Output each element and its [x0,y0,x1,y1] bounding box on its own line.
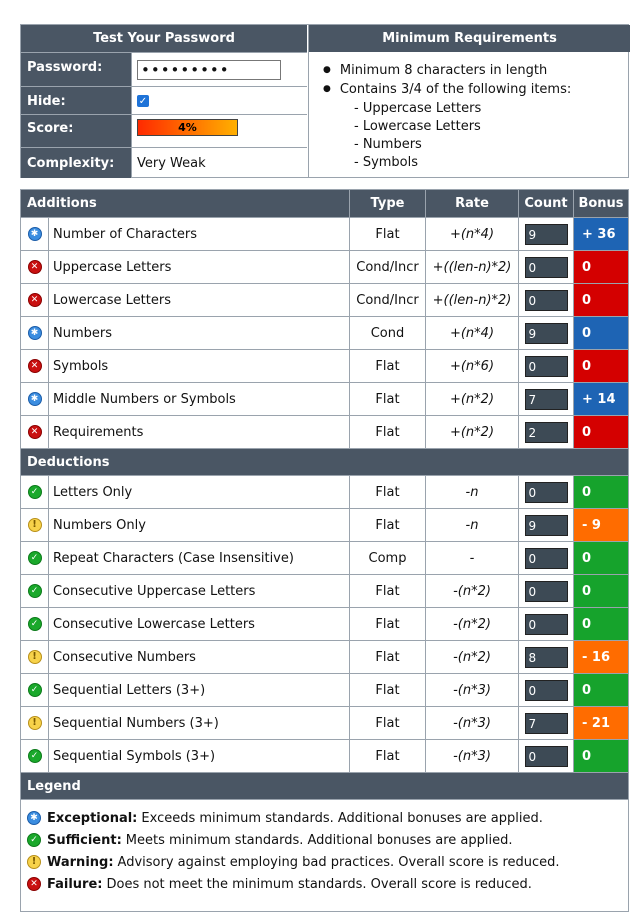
criterion-name: Sequential Symbols (3+) [49,740,350,772]
table-row [21,382,628,415]
bonus-value: + 36 [574,218,628,250]
complexity-value: Very Weak [131,148,307,178]
criterion-name: Numbers Only [49,509,350,541]
criterion-type: Flat [350,641,426,673]
count-field[interactable]: 0 [525,290,568,311]
bonus-value: 0 [574,476,628,508]
deductions-heading: Deductions [21,449,628,475]
legend-item [27,807,622,829]
count-field[interactable]: 9 [525,515,568,536]
bonus-value: - 16 [574,641,628,673]
warning-exclamation-icon: ! [28,650,42,664]
table-row [21,415,628,448]
table-row [21,316,628,349]
count-field[interactable]: 2 [525,422,568,443]
criterion-type: Flat [350,575,426,607]
criterion-rate: +(n*6) [426,350,519,382]
count-field[interactable]: 0 [525,581,568,602]
criterion-rate: +(n*4) [426,317,519,349]
password-row [21,52,307,87]
password-label: Password: [21,53,131,87]
failure-x-icon: ✕ [28,425,42,439]
hide-checkbox[interactable]: ✓ [138,95,148,107]
count-field[interactable]: 9 [525,323,568,344]
bonus-value: 0 [574,416,628,448]
failure-x-icon: ✕ [28,359,42,373]
bonus-value: 0 [574,674,628,706]
type-heading: Type [350,190,426,217]
legend-label: Failure: [47,876,103,892]
criterion-rate: -(n*2) [426,608,519,640]
warning-exclamation-icon: ! [27,855,41,869]
count-field[interactable]: 0 [525,680,568,701]
bonus-value: 0 [574,608,628,640]
hide-label: Hide: [21,87,131,115]
criterion-name: Consecutive Numbers [49,641,350,673]
requirement-item: - Numbers [354,137,422,152]
count-field[interactable]: 9 [525,224,568,245]
criterion-rate: -n [426,509,519,541]
criterion-rate: -n [426,476,519,508]
criterion-name: Middle Numbers or Symbols [49,383,350,415]
criterion-rate: +((len-n)*2) [426,251,519,283]
requirement-item: ● Contains 3/4 of the following items: [341,81,630,100]
legend-label: Sufficient: [47,832,122,848]
criterion-type: Flat [350,608,426,640]
requirement-item: - Lowercase Letters [354,119,481,134]
criterion-name: Sequential Letters (3+) [49,674,350,706]
count-field[interactable]: 0 [525,356,568,377]
legend-text: Meets minimum standards. Additional bonuses are applied. [125,832,513,848]
requirement-item: - Uppercase Letters [354,101,482,116]
min-requirements-header: Minimum Requirements [308,25,630,52]
bonus-value: - 9 [574,509,628,541]
complexity-row [21,147,307,178]
criterion-name: Repeat Characters (Case Insensitive) [49,542,350,574]
criterion-name: Consecutive Lowercase Letters [49,608,350,640]
exceptional-star-icon: ✱ [28,392,42,406]
requirement-item: - Symbols [354,155,419,170]
requirement-item: ● Minimum 8 characters in length [341,62,630,81]
bonus-value: 0 [574,350,628,382]
table-row [21,706,628,739]
count-field[interactable]: 0 [525,257,568,278]
bonus-value: 0 [574,542,628,574]
legend-header-row [21,772,628,799]
criterion-type: Cond/Incr [350,284,426,316]
score-breakdown-table [20,189,629,912]
table-row [21,250,628,283]
score-row [21,114,307,148]
count-field[interactable]: 8 [525,647,568,668]
failure-x-icon: ✕ [28,260,42,274]
score-bar: 4% [137,119,238,136]
table-row [21,217,628,250]
legend-item [27,851,622,873]
complexity-label: Complexity: [21,148,131,178]
table-row [21,739,628,772]
criterion-type: Flat [350,416,426,448]
check-icon: ✓ [27,833,41,847]
criterion-name: Number of Characters [49,218,350,250]
additions-heading: Additions [21,190,350,217]
criterion-type: Cond/Incr [350,251,426,283]
criterion-type: Flat [350,509,426,541]
criterion-name: Requirements [49,416,350,448]
check-icon: ✓ [28,551,42,565]
criterion-type: Flat [350,383,426,415]
criterion-type: Comp [350,542,426,574]
hide-row [21,86,307,115]
legend-label: Warning: [47,854,114,870]
criterion-type: Flat [350,707,426,739]
check-icon: ✓ [28,683,42,697]
criterion-name: Letters Only [49,476,350,508]
count-field[interactable]: 0 [525,614,568,635]
table-row [21,607,628,640]
criterion-rate: +((len-n)*2) [426,284,519,316]
legend-text: Exceeds minimum standards. Additional bonuses are applied. [141,810,543,826]
count-heading: Count [519,190,574,217]
exceptional-star-icon: ✱ [28,227,42,241]
requirements-list [308,52,630,177]
criterion-type: Flat [350,674,426,706]
criterion-name: Uppercase Letters [49,251,350,283]
criterion-name: Symbols [49,350,350,382]
legend-item [27,829,622,851]
criterion-name: Numbers [49,317,350,349]
legend-text: Advisory against employing bad practices. Overall score is reduced. [117,854,560,870]
criterion-type: Flat [350,740,426,772]
password-input[interactable]: ••••••••• [137,60,281,80]
legend-text: Does not meet the minimum standards. Overall score is reduced. [106,876,532,892]
warning-exclamation-icon: ! [28,518,42,532]
legend [21,799,628,911]
bonus-value: 0 [574,251,628,283]
score-label: Score: [21,115,131,148]
table-row [21,508,628,541]
criterion-rate: -(n*3) [426,707,519,739]
table-row [21,574,628,607]
failure-x-icon: ✕ [28,293,42,307]
exceptional-star-icon: ✱ [27,811,41,825]
deductions-header-row [21,448,628,475]
criterion-rate: -(n*2) [426,641,519,673]
criterion-rate: -(n*3) [426,674,519,706]
criterion-rate: +(n*2) [426,383,519,415]
check-icon: ✓ [28,617,42,631]
table-row [21,475,628,508]
count-field[interactable]: 0 [525,482,568,503]
count-field[interactable]: 0 [525,548,568,569]
criterion-type: Cond [350,317,426,349]
criterion-rate: - [426,542,519,574]
bonus-heading: Bonus [574,190,628,217]
additions-header-row [21,190,628,217]
table-row [21,673,628,706]
criterion-rate: -(n*2) [426,575,519,607]
check-icon: ✓ [28,485,42,499]
table-row [21,541,628,574]
bonus-value: + 14 [574,383,628,415]
bonus-value: 0 [574,575,628,607]
bonus-value: 0 [574,740,628,772]
criterion-name: Sequential Numbers (3+) [49,707,350,739]
criterion-name: Lowercase Letters [49,284,350,316]
check-icon: ✓ [28,749,42,763]
count-field[interactable]: 0 [525,746,568,767]
criterion-rate: +(n*4) [426,218,519,250]
criterion-type: Flat [350,476,426,508]
table-row [21,349,628,382]
rate-heading: Rate [426,190,519,217]
table-row [21,640,628,673]
bonus-value: 0 [574,317,628,349]
legend-heading: Legend [21,773,628,799]
criterion-type: Flat [350,218,426,250]
password-test-panel [20,24,629,178]
criterion-rate: +(n*2) [426,416,519,448]
criterion-rate: -(n*3) [426,740,519,772]
legend-item [27,873,622,895]
criterion-name: Consecutive Uppercase Letters [49,575,350,607]
failure-x-icon: ✕ [27,877,41,891]
bonus-value: - 21 [574,707,628,739]
bonus-value: 0 [574,284,628,316]
test-password-header: Test Your Password [21,25,307,52]
legend-label: Exceptional: [47,810,138,826]
table-row [21,283,628,316]
count-field[interactable]: 7 [525,389,568,410]
count-field[interactable]: 7 [525,713,568,734]
warning-exclamation-icon: ! [28,716,42,730]
exceptional-star-icon: ✱ [28,326,42,340]
check-icon: ✓ [28,584,42,598]
criterion-type: Flat [350,350,426,382]
